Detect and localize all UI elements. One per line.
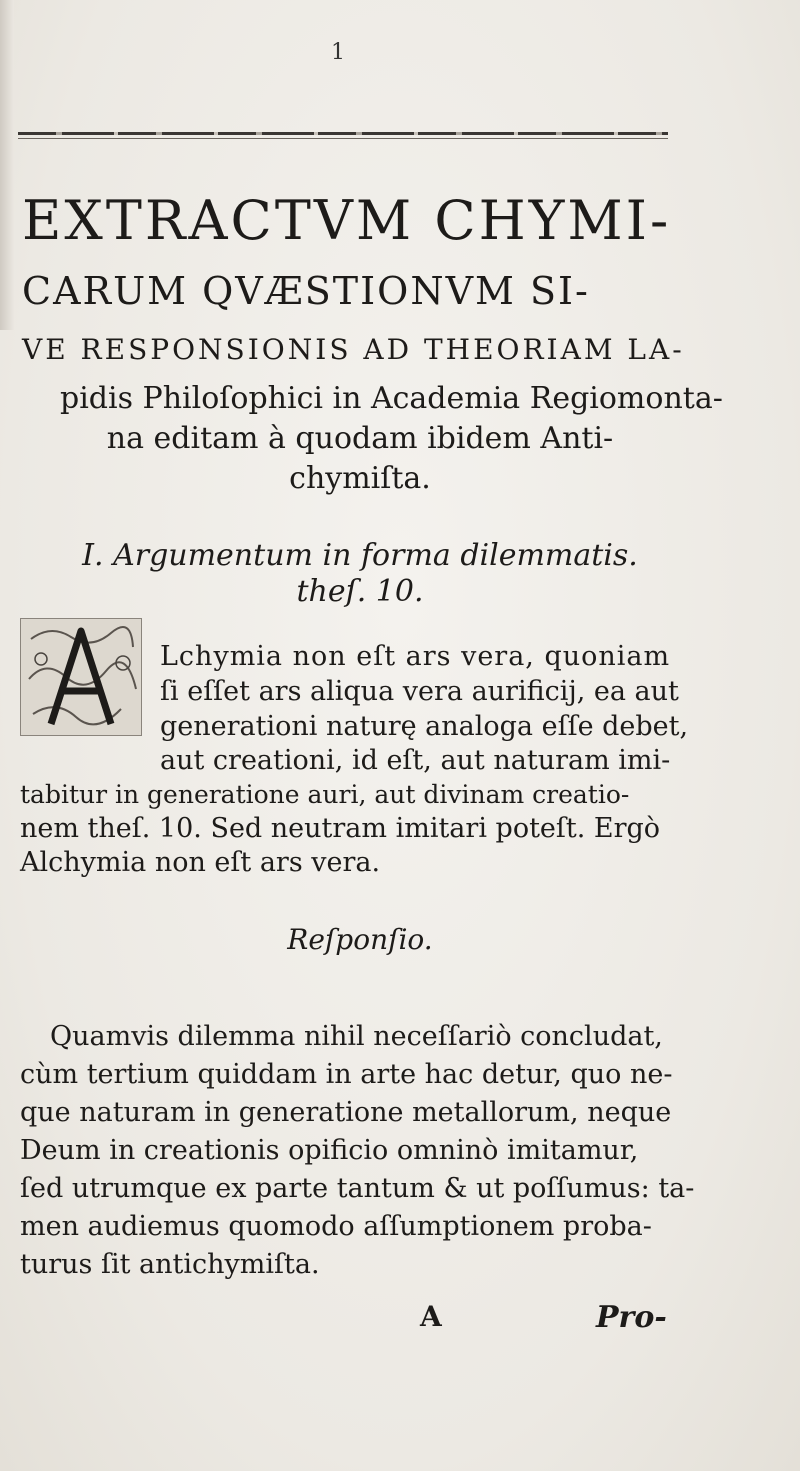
paragraph2-line-6: men audiemus quomodo aſſumptionem proba- <box>20 1211 652 1242</box>
paragraph1-line-4: aut creationi, id eſt, aut naturam imi- <box>160 745 671 776</box>
title-line-3: VE RESPONSIONIS AD THEORIAM LA- <box>22 333 685 366</box>
header-ornamental-rule <box>18 122 668 146</box>
paragraph2-line-1: Quamvis dilemma nihil neceſſariò concludat, <box>50 1021 663 1052</box>
paragraph1-line-1: Lchymia non eſt ars vera, quoniam <box>160 641 671 672</box>
paragraph2-line-5: ſed utrumque ex parte tantum & ut poſſumus: ta- <box>20 1173 695 1204</box>
title-line-4: pidis Philoſophici in Academia Regiomonta- <box>60 381 723 416</box>
paragraph2-line-4: Deum in creationis opificio omninò imitamur, <box>20 1135 639 1166</box>
title-line-1: EXTRACTVM CHYMI- <box>22 189 672 252</box>
paragraph1-line-5: tabitur in generatione auri, aut divinam creatio- <box>20 780 630 809</box>
catchword: Pro- <box>596 1300 667 1335</box>
response-heading: Reſponſio. <box>287 923 433 956</box>
paragraph2-line-3: que naturam in generatione metallorum, neque <box>20 1097 672 1128</box>
title-line-2: CARUM QVÆSTIONVM SI- <box>22 269 590 313</box>
decorated-initial-a <box>20 618 142 736</box>
argument-reference: theſ. 10. <box>296 574 424 609</box>
signature-mark: A <box>420 1300 442 1333</box>
paragraph1-line-6: nem theſ. 10. Sed neutram imitari poteſt. Ergò <box>20 813 661 844</box>
argument-heading: I. Argumentum in forma dilemmatis. <box>82 538 638 573</box>
page-edge-shadow <box>0 0 14 330</box>
paragraph1-line-7: Alchymia non eſt ars vera. <box>20 847 381 878</box>
page-number: 1 <box>331 40 345 65</box>
paragraph2-line-7: turus ſit antichymiſta. <box>20 1249 320 1280</box>
paragraph2-line-2: cùm tertium quiddam in arte hac detur, quo ne- <box>20 1059 673 1090</box>
paragraph1-line-2: ſi eſſet ars aliqua vera aurificij, ea aut <box>160 676 679 707</box>
title-line-6: chymiſta. <box>289 461 431 496</box>
paragraph1-line-3: generationi naturę analoga eſſe debet, <box>160 711 689 742</box>
title-line-5: na editam à quodam ibidem Anti- <box>106 421 614 456</box>
